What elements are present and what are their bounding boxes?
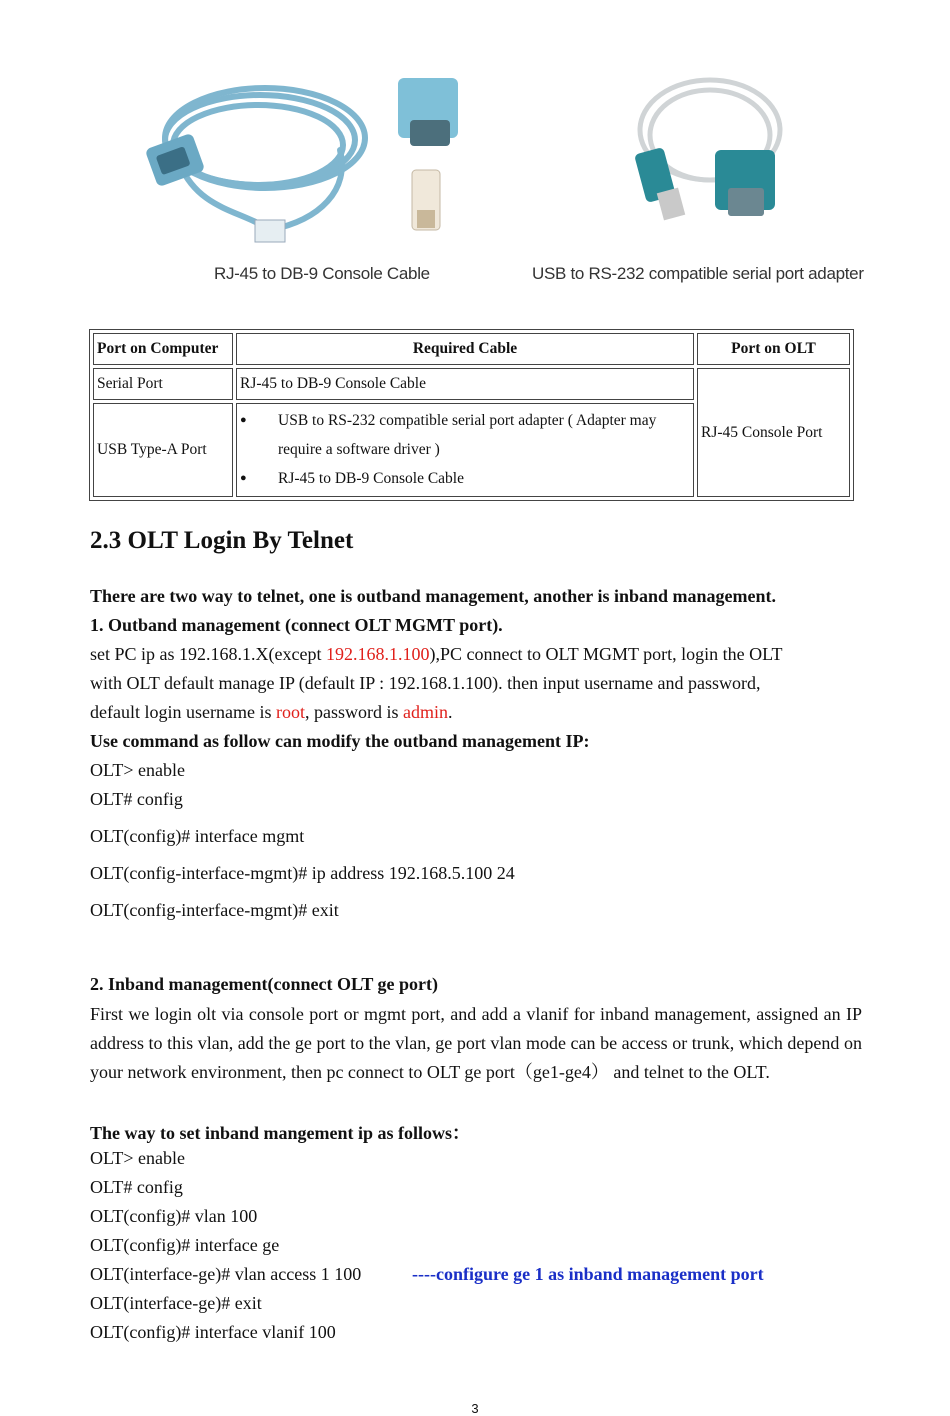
inband-title: 2. Inband management(connect OLT ge port) [90,974,439,994]
command-line: OLT(config-interface-mgmt)# ip address 192.168.5.100 24 [90,863,515,883]
list-item [240,406,690,464]
default-ip-highlight: 192.168.1.100 [325,644,430,664]
command-note: ----configure ge 1 as inband management port [412,1264,764,1284]
table-header-row [93,333,850,365]
header-port-on-olt: Port on OLT [697,333,850,365]
console-cable-caption: RJ-45 to DB-9 Console Cable [214,264,430,283]
command-line: OLT> enable [90,1148,185,1168]
bullet-icon: ● [240,414,247,426]
command-line: OLT(config)# interface vlanif 100 [90,1322,336,1342]
cell-console-port: RJ-45 Console Port [697,368,850,497]
command-line: OLT# config [90,1177,183,1197]
outband-command-title: Use command as follow can modify the outband management IP: [90,731,590,751]
inband-command-title: The way to set inband mangement ip as follows： [90,1123,471,1143]
outband-title: 1. Outband management (connect OLT MGMT port). [90,615,503,635]
command-line: OLT(interface-ge)# exit [90,1293,262,1313]
cell-console-cable: RJ-45 to DB-9 Console Cable [236,368,694,400]
command-line: OLT# config [90,789,183,809]
cell-usb-port: USB Type-A Port [93,403,233,497]
header-required-cable: Required Cable [236,333,694,365]
cell-usb-cables [236,403,694,497]
command-line: OLT(config)# interface mgmt [90,826,305,846]
cable-table [89,329,854,501]
list-item [240,464,690,493]
command-line: OLT(config-interface-mgmt)# exit [90,900,339,920]
outband-paragraph-line3: default login username is root, password is admin. [90,702,453,722]
command-line: OLT> enable [90,760,185,780]
header-port-on-computer: Port on Computer [93,333,233,365]
bullet-icon: ● [240,472,247,484]
password-highlight: admin [402,702,448,722]
username-highlight: root [275,702,305,722]
page-number: 3 [471,1401,479,1416]
command-line: OLT(interface-ge)# vlan access 1 100 [90,1264,362,1284]
console-cable-photo [140,70,480,250]
outband-paragraph-line2: with OLT default manage IP (default IP : 192.168.1.100). then input username and password, [90,673,761,693]
inband-paragraph: First we login olt via console port or mgmt port, and add a vlanif for inband management, assigned an IP address to this vlan, add the ge port to the vlan, ge port vlan mode can be access or trunk, which depend on your network environment, then pc connect to OLT ge port（ge1-ge4） and telnet to the OLT. [90,1004,862,1082]
cell-serial-port: Serial Port [93,368,233,400]
bullet-text: USB to RS-232 compatible serial port adapter ( Adapter may require a software driver ) [278,412,657,458]
intro-text: There are two way to telnet, one is outband management, another is inband management. [90,586,777,606]
table-row [93,368,850,400]
usb-serial-adapter-photo [630,70,790,230]
command-line: OLT(config)# interface ge [90,1235,280,1255]
command-line: OLT(config)# vlan 100 [90,1206,258,1226]
usb-adapter-caption: USB to RS-232 compatible serial port adapter [532,264,864,283]
section-heading: 2.3 OLT Login By Telnet [90,527,354,554]
outband-paragraph-line1: set PC ip as 192.168.1.X(except 192.168.1.100),PC connect to OLT MGMT port, login the OLT [90,644,783,664]
bullet-text: RJ-45 to DB-9 Console Cable [278,470,464,487]
